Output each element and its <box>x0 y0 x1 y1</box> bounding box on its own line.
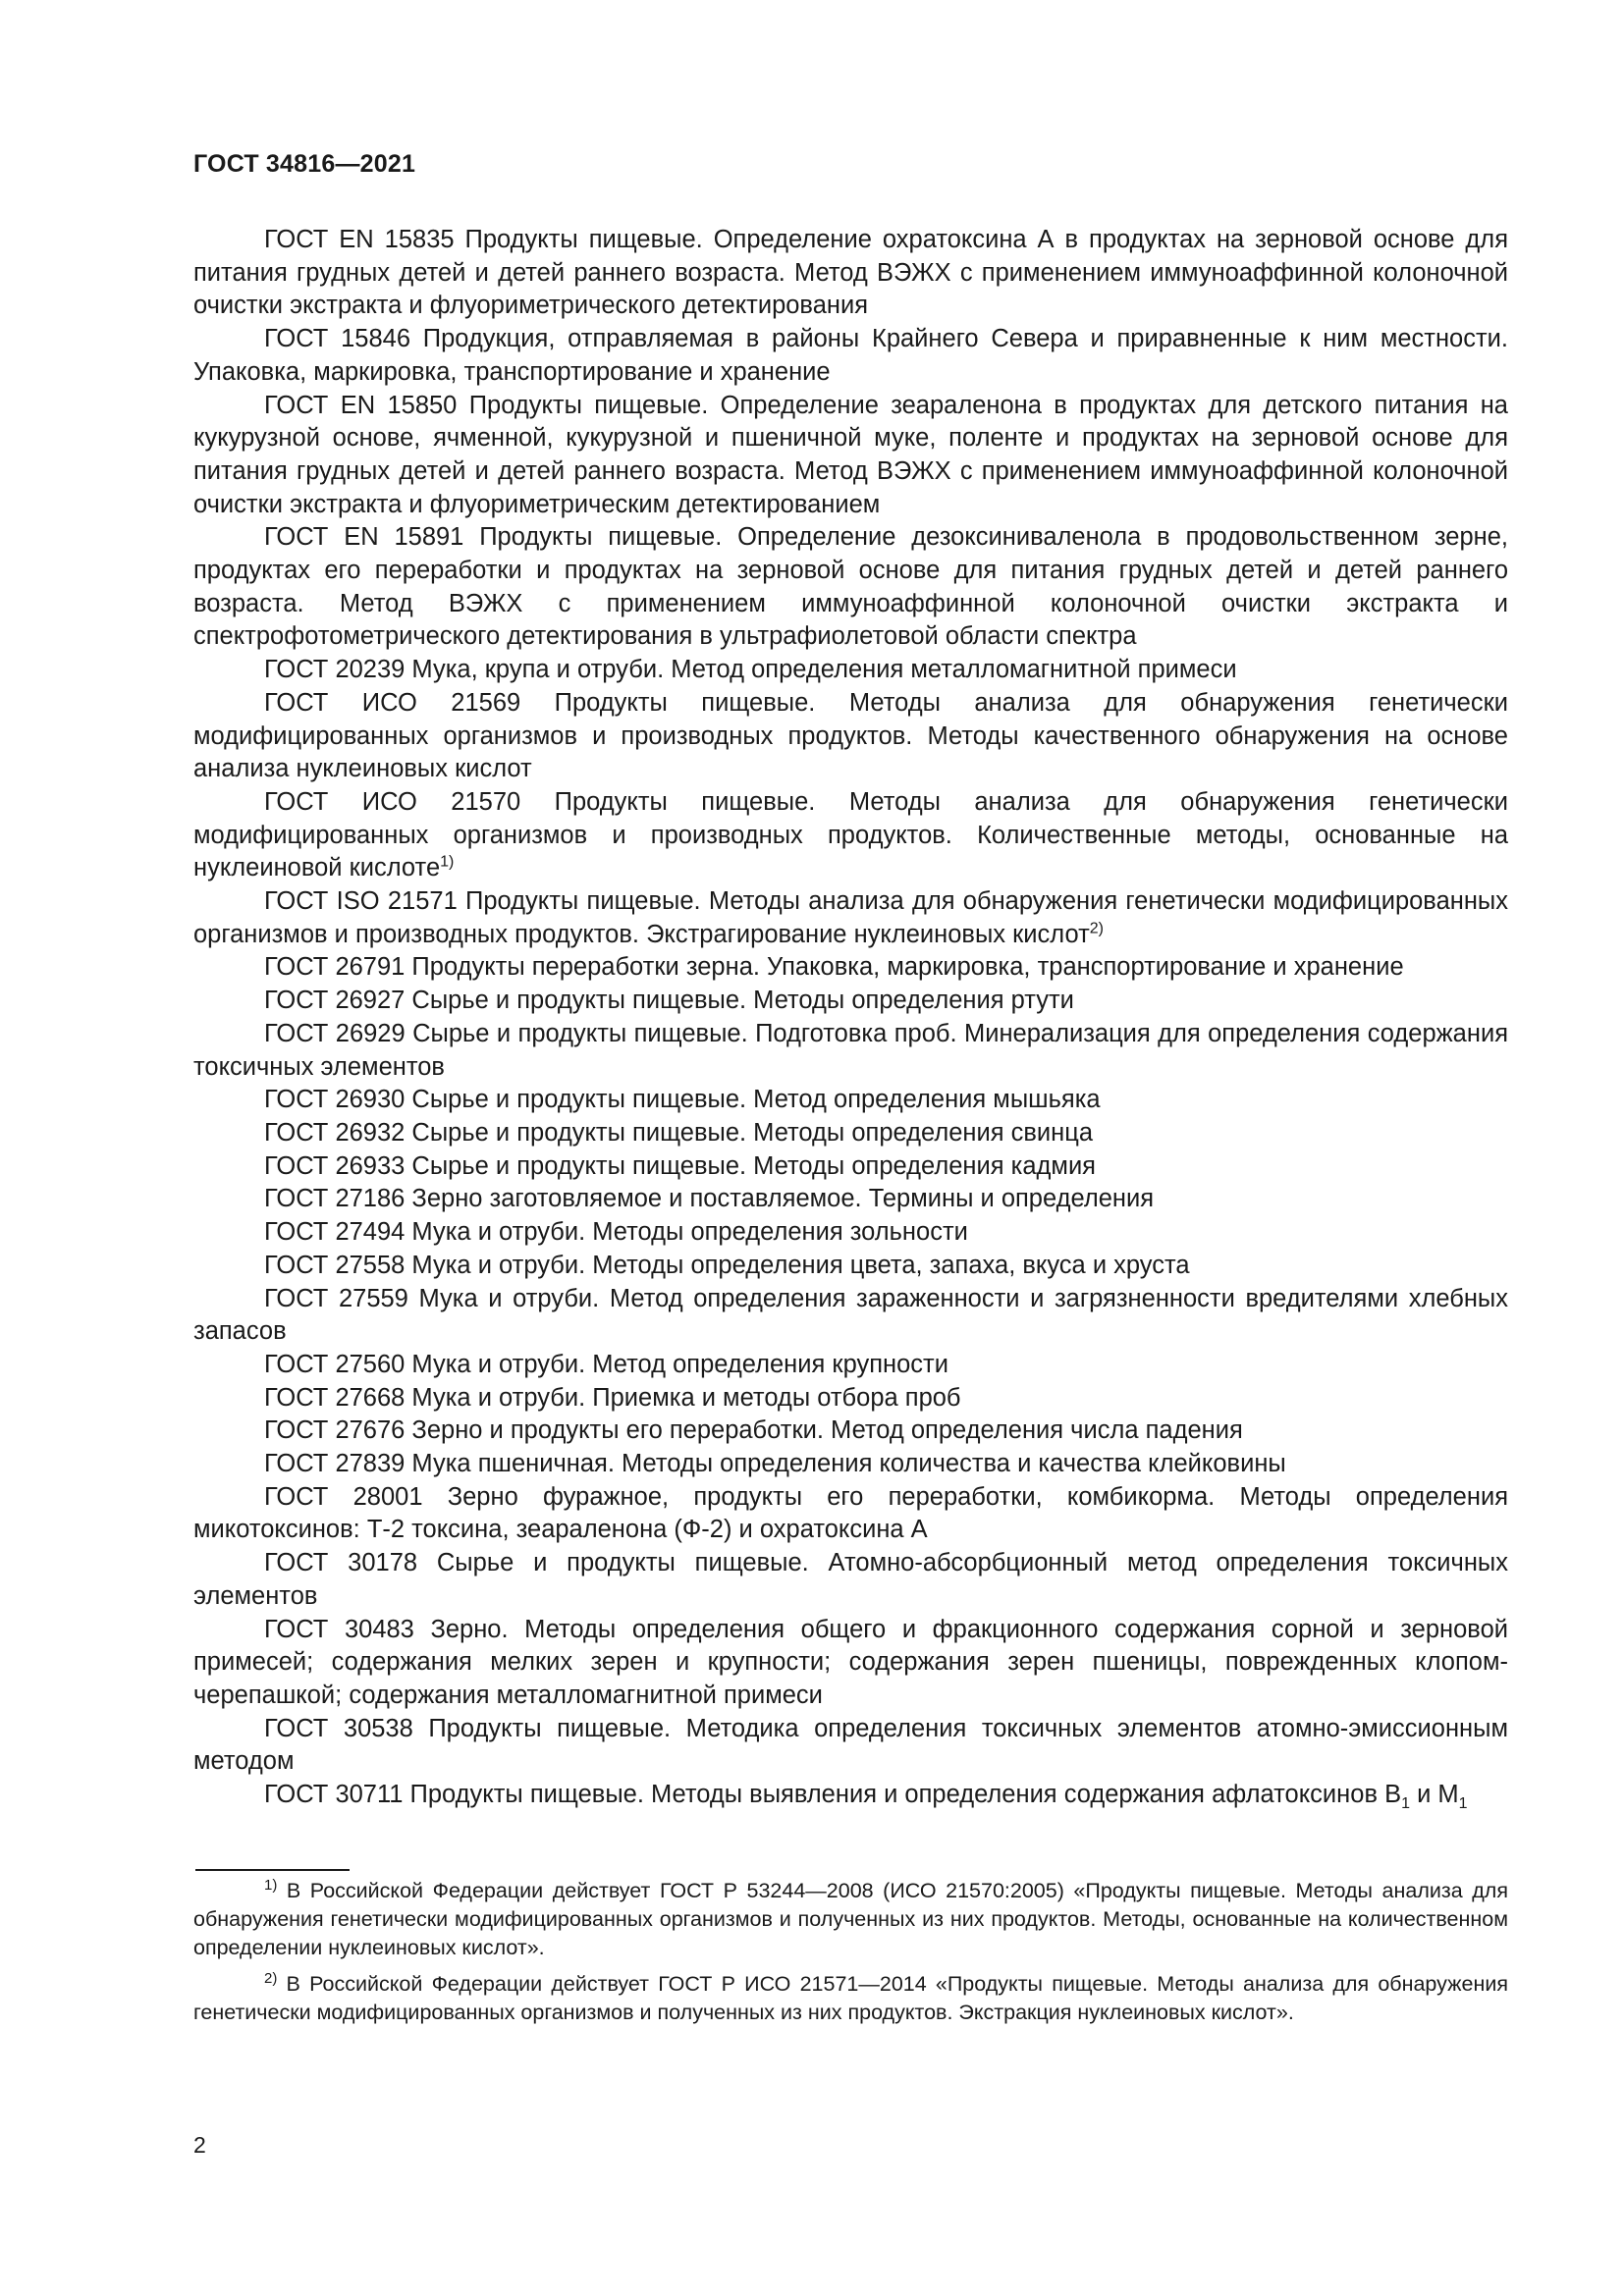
footnotes <box>193 1877 1508 2035</box>
page-number: 2 <box>193 2132 206 2158</box>
reference-item <box>193 1779 1508 1812</box>
reference-text: ГОСТ 30711 Продукты пищевые. Методы выявления и определения содержания афлатоксинов <box>264 1781 1385 1809</box>
reference-text: ГОСТ EN 15835 Продукты пищевые. Определение охратоксина А в продуктах на зерновой основе для питания грудных детей и детей раннего возраста. Метод ВЭЖХ с применением иммуноаффинной колоночной очистки экстракта и флуориметрического детектирования <box>193 226 1508 320</box>
reference-text: ГОСТ ИСО 21569 Продукты пищевые. Методы анализа для обнаружения генетически модифицированных организмов и производных продуктов. Методы качественного обнаружения на основе анализа нуклеиновых кислот <box>193 688 1508 783</box>
aflatoxin-b-letter: B <box>1384 1781 1402 1809</box>
reference-text: ГОСТ 15846 Продукция, отправляемая в районы Крайнего Севера и приравненные к ним местности. Упаковка, маркировка, транспортирование и хранение <box>193 325 1508 386</box>
reference-text: ГОСТ ISO 21571 Продукты пищевые. Методы анализа для обнаружения генетически модифицированных организмов и производных продуктов. Экстрагирование нуклеиновых кислот <box>193 887 1508 948</box>
reference-text: ГОСТ 27186 Зерно заготовляемое и поставляемое. Термины и определения <box>264 1185 1155 1213</box>
document-code-header: ГОСТ 34816—2021 <box>193 150 416 178</box>
reference-text: ГОСТ 26927 Сырье и продукты пищевые. Методы определения ртути <box>264 987 1074 1015</box>
reference-item <box>193 885 1508 951</box>
reference-text: ГОСТ 27668 Мука и отруби. Приемка и методы отбора проб <box>264 1383 961 1412</box>
aflatoxin-m-letter: M <box>1437 1781 1459 1809</box>
reference-text: ГОСТ 27839 Мука пшеничная. Методы определения количества и качества клейковины <box>264 1450 1286 1478</box>
reference-item <box>193 1713 1508 1779</box>
footnote-item <box>193 1877 1508 1962</box>
reference-item <box>193 224 1508 323</box>
reference-text: ГОСТ 28001 Зерно фуражное, продукты его переработки, комбикорма. Методы определения микотоксинов: Т-2 токсина, зеараленона (Ф-2) и охратоксина А <box>193 1482 1508 1544</box>
reference-text: ГОСТ 20239 Мука, крупа и отруби. Метод определения металломагнитной примеси <box>264 656 1237 684</box>
reference-item <box>193 1349 1508 1382</box>
reference-text: ГОСТ 27676 Зерно и продукты его переработки. Метод определения числа падения <box>264 1416 1243 1445</box>
reference-item <box>193 1250 1508 1283</box>
reference-text: ГОСТ 26933 Сырье и продукты пищевые. Методы определения кадмия <box>264 1151 1096 1180</box>
reference-item <box>193 1547 1508 1613</box>
reference-text: ГОСТ 27494 Мука и отруби. Методы определения зольности <box>264 1218 968 1247</box>
reference-item <box>193 687 1508 786</box>
reference-text: ГОСТ 30178 Сырье и продукты пищевые. Атомно-абсорбционный метод определения токсичных элементов <box>193 1549 1508 1610</box>
footnote-ref-mark: 2) <box>1089 920 1104 937</box>
reference-item <box>193 1415 1508 1448</box>
footnote-mark: 2) <box>264 1969 278 1987</box>
reference-item <box>193 1183 1508 1216</box>
reference-item <box>193 1283 1508 1349</box>
reference-text: ГОСТ 27560 Мука и отруби. Метод определения крупности <box>264 1350 948 1378</box>
reference-item <box>193 1448 1508 1481</box>
reference-text: ГОСТ 27558 Мука и отруби. Методы определения цвета, запаха, вкуса и хруста <box>264 1251 1190 1279</box>
reference-item <box>193 985 1508 1018</box>
reference-item <box>193 390 1508 522</box>
reference-item <box>193 1216 1508 1250</box>
reference-text: ГОСТ EN 15891 Продукты пищевые. Определение дезоксиниваленола в продовольственном зерне, продуктах его переработки и продуктах на зерновой основе для питания грудных детей и детей раннего возраста. Метод ВЭЖХ с применением иммуноаффинной колоночной очистки экстракта и спектрофотометрического детектирования в ультрафиолетовой области спектра <box>193 523 1508 651</box>
reference-item <box>193 786 1508 885</box>
reference-text: ГОСТ 30483 Зерно. Методы определения общего и фракционного содержания сорной и зерновой примесей; содержания мелких зерен и крупности; содержания зерен пшеницы, поврежденных клопом-черепашкой; содержания металломагнитной примеси <box>193 1615 1508 1709</box>
reference-item <box>193 951 1508 985</box>
reference-item <box>193 1382 1508 1415</box>
reference-text: ГОСТ 30538 Продукты пищевые. Методика определения токсичных элементов атомно-эмиссионным методом <box>193 1714 1508 1776</box>
footnote-text: В Российской Федерации действует ГОСТ Р 53244—2008 (ИСО 21570:2005) «Продукты пищевые. Методы анализа для обнаружения генетически модифицированных организмов и полученных из них продуктов. Методы, основанные на количественном определении нуклеиновых кислот». <box>193 1879 1508 1959</box>
reference-text: ГОСТ 26930 Сырье и продукты пищевые. Метод определения мышьяка <box>264 1086 1101 1114</box>
reference-text: ГОСТ ИСО 21570 Продукты пищевые. Методы анализа для обнаружения генетически модифицированных организмов и производных продуктов. Количественные методы, основанные на нуклеиновой кислоте <box>193 787 1508 882</box>
reference-text: ГОСТ EN 15850 Продукты пищевые. Определение зеараленона в продуктах для детского питания на кукурузной основе, ячменной, кукурузной и пшеничной муке, поленте и продуктах на зерновой основе для питания грудных детей и детей раннего возраста. Метод ВЭЖХ с применением иммуноаффинной колоночной очистки экстракта и флуориметрическим детектированием <box>193 391 1508 518</box>
reference-item <box>193 521 1508 654</box>
reference-item <box>193 323 1508 389</box>
footnote-text: В Российской Федерации действует ГОСТ Р ИСО 21571—2014 «Продукты пищевые. Методы анализа для обнаружения генетически модифицированных организмов и полученных из них продуктов. Экстракция нуклеиновых кислот». <box>193 1972 1508 2024</box>
reference-text: ГОСТ 26929 Сырье и продукты пищевые. Подготовка проб. Минерализация для определения содержания токсичных элементов <box>193 1019 1508 1081</box>
conjunction-text: и <box>1410 1781 1438 1809</box>
reference-item <box>193 1150 1508 1184</box>
reference-text: ГОСТ 26791 Продукты переработки зерна. Упаковка, маркировка, транспортирование и хранение <box>264 953 1404 982</box>
reference-item <box>193 1018 1508 1084</box>
footnote-mark: 1) <box>264 1876 278 1894</box>
reference-text: ГОСТ 26932 Сырье и продукты пищевые. Методы определения свинца <box>264 1118 1094 1147</box>
footnote-item <box>193 1970 1508 2027</box>
footnote-separator <box>195 1869 350 1871</box>
reference-text: ГОСТ 27559 Мука и отруби. Метод определения зараженности и загрязненности вредителями хлебных запасов <box>193 1284 1508 1346</box>
normative-references-list <box>193 224 1508 1812</box>
aflatoxin-m-subscript: 1 <box>1458 1795 1468 1813</box>
aflatoxin-b-subscript: 1 <box>1401 1795 1410 1813</box>
reference-item <box>193 654 1508 687</box>
footnote-ref-mark: 1) <box>440 853 455 871</box>
reference-item <box>193 1084 1508 1117</box>
reference-item <box>193 1117 1508 1150</box>
reference-item <box>193 1481 1508 1547</box>
reference-item <box>193 1614 1508 1713</box>
